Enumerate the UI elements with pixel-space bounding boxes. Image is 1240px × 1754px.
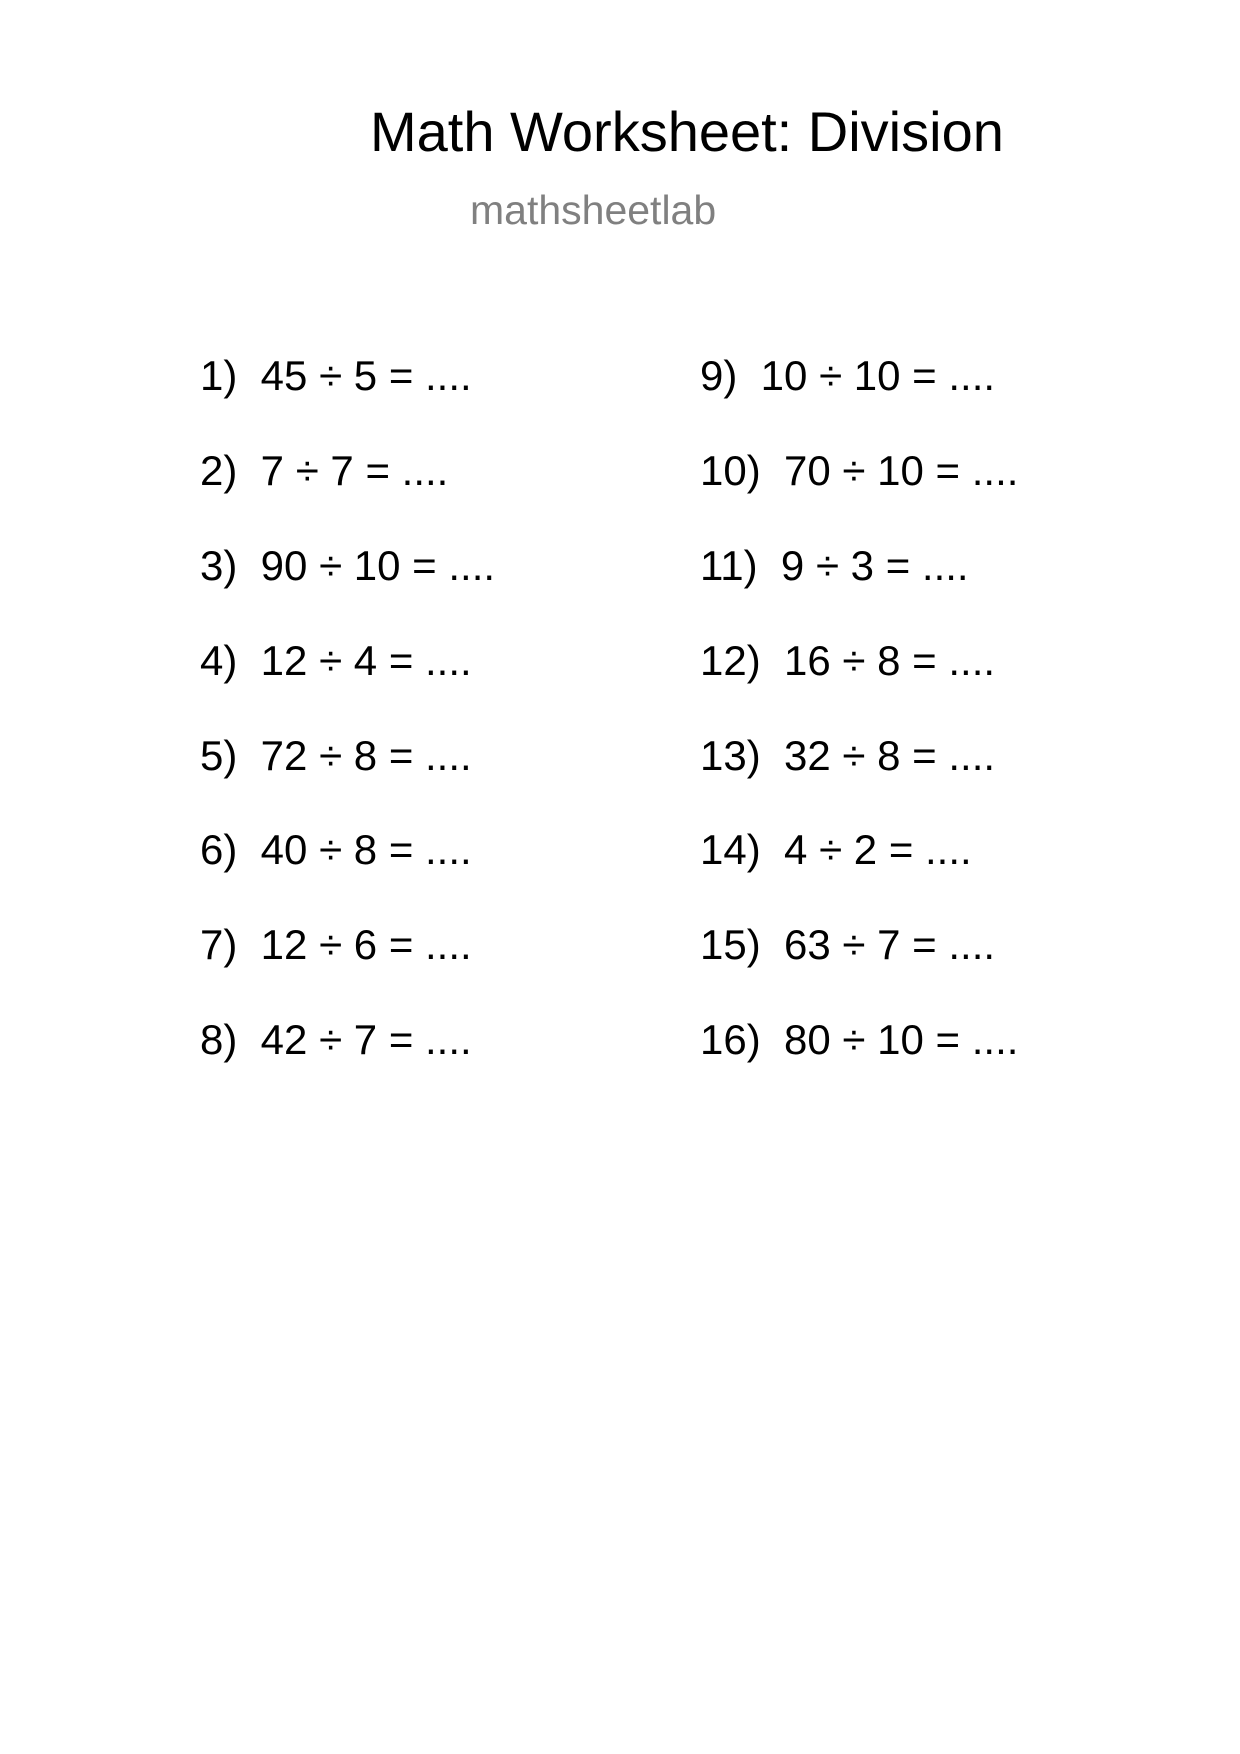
problem-item: 6) 40 ÷ 8 = .... bbox=[200, 826, 472, 873]
problem-item: 8) 42 ÷ 7 = .... bbox=[200, 1016, 472, 1063]
problem-item: 2) 7 ÷ 7 = .... bbox=[200, 447, 449, 494]
problem-item: 16) 80 ÷ 10 = .... bbox=[700, 1016, 1019, 1063]
problem-item: 9) 10 ÷ 10 = .... bbox=[700, 352, 996, 399]
problem-item: 3) 90 ÷ 10 = .... bbox=[200, 542, 496, 589]
problem-item: 11) 9 ÷ 3 = .... bbox=[700, 542, 969, 589]
problem-item: 13) 32 ÷ 8 = .... bbox=[700, 732, 996, 779]
problem-item: 10) 70 ÷ 10 = .... bbox=[700, 447, 1019, 494]
worksheet-title: Math Worksheet: Division bbox=[370, 100, 1004, 163]
worksheet-subtitle: mathsheetlab bbox=[470, 187, 717, 233]
problem-item: 14) 4 ÷ 2 = .... bbox=[700, 826, 972, 873]
problem-item: 7) 12 ÷ 6 = .... bbox=[200, 921, 472, 968]
problem-item: 1) 45 ÷ 5 = .... bbox=[200, 352, 472, 399]
problem-item: 15) 63 ÷ 7 = .... bbox=[700, 921, 996, 968]
problem-item: 5) 72 ÷ 8 = .... bbox=[200, 732, 472, 779]
problem-item: 12) 16 ÷ 8 = .... bbox=[700, 637, 996, 684]
problem-item: 4) 12 ÷ 4 = .... bbox=[200, 637, 472, 684]
